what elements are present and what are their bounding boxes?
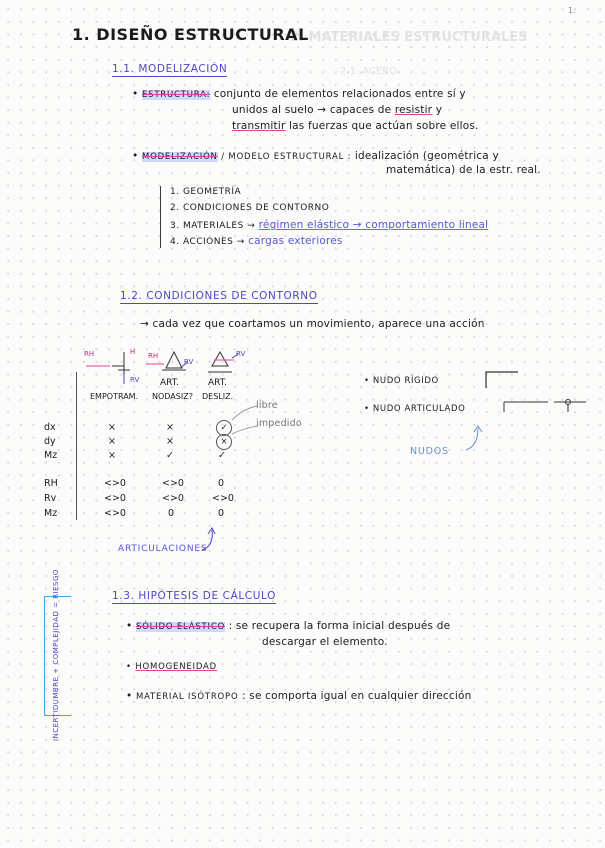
rigid-node-icon xyxy=(482,368,522,390)
bullet-modelizacion: • MODELIZACIÓN / MODELO ESTRUCTURAL : idealización (geométrica y xyxy=(132,150,499,162)
section-heading-condiciones: 1.2. CONDICIONES DE CONTORNO xyxy=(120,290,318,302)
label-rh-empotramiento: RH xyxy=(84,350,95,358)
bullet-solido-elastico: • SÓLIDO ELÁSTICO : se recupera la forma inicial después de xyxy=(126,620,451,632)
label-art-1: ART. xyxy=(160,378,180,388)
articulaciones-arrow-icon xyxy=(200,526,220,556)
cell-rv-articulado: <>0 xyxy=(162,493,184,504)
term-estructura: ESTRUCTURA: xyxy=(141,90,211,100)
label-art-2: ART. xyxy=(208,378,228,388)
roller-support-icon xyxy=(212,352,228,366)
solido-def-line2: descargar el elemento. xyxy=(262,636,388,648)
col-header-empotram: EMPOTRAM. xyxy=(90,392,139,401)
label-rh-articulado: RH xyxy=(148,352,159,360)
bullet-nudo-rigido: • NUDO RÍGIDO xyxy=(364,376,439,386)
cell-dy-empotram: × xyxy=(108,436,116,447)
row-label-mz-react: Mz xyxy=(44,508,58,519)
page-title: 1. DISEÑO ESTRUCTURAL xyxy=(72,25,309,44)
note-impedido: impedido xyxy=(256,418,302,429)
list-item-geometria: 1. GEOMETRÍA xyxy=(170,187,242,197)
term-modelo-estructural: / MODELO ESTRUCTURAL : xyxy=(221,152,352,162)
row-label-dx: dx xyxy=(44,422,56,433)
table-divider xyxy=(76,372,77,520)
cell-dx-empotram: × xyxy=(108,422,116,433)
solido-def-line1: : se recupera la forma inicial después de xyxy=(228,620,451,632)
bullet-material-isotropo: • MATERIAL ISÓTROPO : se comporta igual en cualquier dirección xyxy=(126,690,472,702)
col-header-nodasiz: NODASIZ? xyxy=(152,392,193,401)
cell-dy-articulado: × xyxy=(166,436,174,447)
side-note-riesgo: INCERTIDUMBRE + COMPLEJIDAD = RIESGO xyxy=(52,569,60,741)
row-label-dy: dy xyxy=(44,436,56,447)
cell-dx-articulado: × xyxy=(166,422,174,433)
cell-rh-articulado: <>0 xyxy=(162,478,184,489)
section-heading-modelizacion: 1.1. MODELIZACIÓN xyxy=(112,63,228,75)
material-isotropo-def: : se comporta igual en cualquier dirección xyxy=(242,690,472,702)
cell-mz-articulado: ✓ xyxy=(166,450,174,461)
modelizacion-def-line1: idealización (geométrica y xyxy=(354,150,499,162)
ghost-subheading: 2.1. ACERO xyxy=(340,66,398,77)
cell-rh-empotram: <>0 xyxy=(104,478,126,489)
modelizacion-def-line2: matemática) de la estr. real. xyxy=(386,164,541,176)
ghost-heading: 2. MATERIALES ESTRUCTURALES xyxy=(290,30,528,45)
term-solido-elastico: SÓLIDO ELÁSTICO xyxy=(135,622,226,632)
row-label-mz-disp: Mz xyxy=(44,450,58,461)
page-number: 1. xyxy=(568,6,576,15)
col-header-desliz: DESLIZ. xyxy=(202,392,234,401)
label-nudos: NUDOS xyxy=(410,446,449,457)
estructura-def-line1: conjunto de elementos relacionados entre sí y xyxy=(213,88,466,100)
cell-mz-empotram: × xyxy=(108,450,116,461)
bullet-homogeneidad: • HOMOGENEIDAD xyxy=(126,662,217,672)
cell-mzr-empotram: <>0 xyxy=(104,508,126,519)
estructura-def-line3: transmitir las fuerzas que actúan sobre ellos. xyxy=(232,120,479,132)
label-h-empotramiento: H xyxy=(130,348,136,356)
bullet-nudo-articulado: • NUDO ARTICULADO xyxy=(364,404,466,414)
list-item-acciones: 4. ACCIONES → cargas exteriores xyxy=(170,235,343,247)
cell-rh-deslizante: 0 xyxy=(218,478,225,489)
pin-support-icon xyxy=(166,352,182,368)
label-articulaciones: ARTICULACIONES xyxy=(118,544,208,554)
cell-dy-deslizante: × xyxy=(216,434,232,450)
cell-mzr-deslizante: 0 xyxy=(218,508,225,519)
term-material-isotropo: MATERIAL ISÓTROPO xyxy=(135,692,239,702)
row-label-rh: RH xyxy=(44,478,58,489)
cell-rv-empotram: <>0 xyxy=(104,493,126,504)
cell-rv-deslizante: <>0 xyxy=(212,493,234,504)
term-modelizacion: MODELIZACIÓN xyxy=(141,152,218,162)
note-libre: libre xyxy=(256,400,278,411)
cell-mzr-articulado: 0 xyxy=(168,508,175,519)
articulated-node-icon xyxy=(498,394,588,418)
list-item-materiales: 3. MATERIALES → régimen elástico → comportamiento lineal xyxy=(170,219,489,231)
section-heading-hipotesis: 1.3. HIPÓTESIS DE CÁLCULO xyxy=(112,590,276,602)
cell-mz-deslizante: ✓ xyxy=(218,450,226,461)
bullet-dot: • xyxy=(132,88,139,100)
row-label-rv: Rv xyxy=(44,493,57,504)
estructura-def-line2: unidos al suelo → capaces de resistir y xyxy=(232,104,443,116)
list-item-condiciones: 2. CONDICIONES DE CONTORNO xyxy=(170,203,330,213)
label-rv-empotramiento: RV xyxy=(130,376,140,384)
cell-dx-deslizante: ✓ xyxy=(216,420,232,436)
label-rv-articulado: RV xyxy=(184,358,194,366)
bullet-estructura xyxy=(132,88,466,100)
condiciones-intro: → cada vez que coartamos un movimiento, aparece una acción xyxy=(140,318,485,330)
list-bracket xyxy=(160,186,161,248)
label-rv-deslizante: RV xyxy=(236,350,246,358)
nudos-arrow-icon xyxy=(464,424,486,454)
